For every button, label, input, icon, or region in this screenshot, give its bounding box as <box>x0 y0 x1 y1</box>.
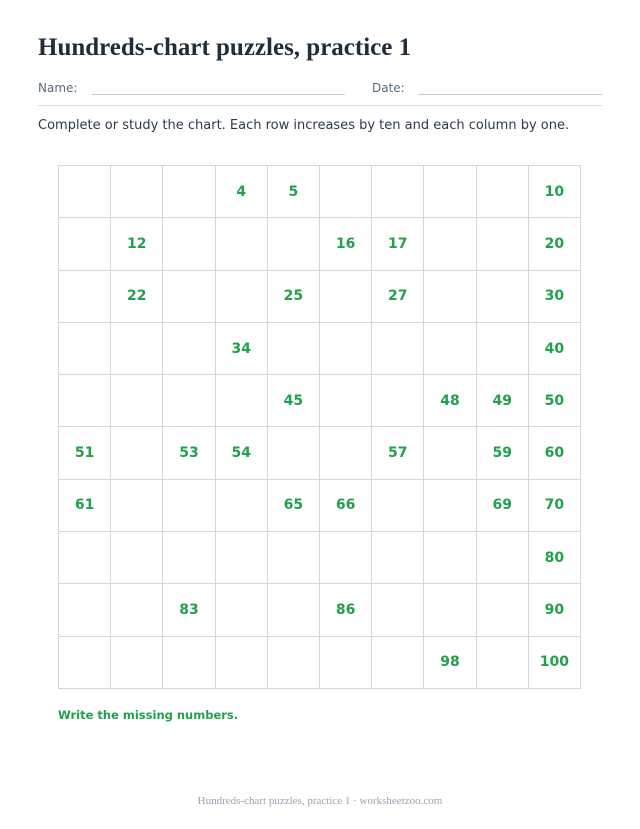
chart-cell-blank[interactable] <box>111 427 163 479</box>
chart-cell-blank[interactable] <box>163 480 215 532</box>
chart-cell-blank[interactable] <box>424 271 476 323</box>
chart-cell-blank[interactable] <box>216 480 268 532</box>
chart-cell-blank[interactable] <box>424 532 476 584</box>
chart-cell-given: 48 <box>424 375 476 427</box>
chart-cell-blank[interactable] <box>59 584 111 636</box>
chart-cell-blank[interactable] <box>111 584 163 636</box>
chart-cell-given: 100 <box>529 637 581 689</box>
chart-cell-blank[interactable] <box>59 166 111 218</box>
name-label: Name: <box>38 81 78 95</box>
chart-cell-blank[interactable] <box>424 427 476 479</box>
chart-cell-given: 10 <box>529 166 581 218</box>
chart-cell-given: 90 <box>529 584 581 636</box>
chart-cell-given: 25 <box>268 271 320 323</box>
chart-cell-given: 86 <box>320 584 372 636</box>
chart-cell-blank[interactable] <box>59 271 111 323</box>
chart-cell-given: 4 <box>216 166 268 218</box>
chart-cell-given: 49 <box>477 375 529 427</box>
instructions: Complete or study the chart. Each row increases by ten and each column by one. <box>38 118 570 133</box>
chart-cell-given: 12 <box>111 218 163 270</box>
date-line[interactable] <box>418 94 602 95</box>
chart-cell-blank[interactable] <box>372 532 424 584</box>
chart-cell-blank[interactable] <box>320 375 372 427</box>
chart-cell-blank[interactable] <box>163 218 215 270</box>
chart-cell-blank[interactable] <box>111 480 163 532</box>
chart-cell-blank[interactable] <box>268 637 320 689</box>
missing-numbers-note: Write the missing numbers. <box>58 708 239 722</box>
chart-cell-given: 16 <box>320 218 372 270</box>
chart-cell-blank[interactable] <box>477 637 529 689</box>
chart-cell-blank[interactable] <box>320 532 372 584</box>
chart-cell-given: 98 <box>424 637 476 689</box>
chart-cell-blank[interactable] <box>268 584 320 636</box>
chart-cell-blank[interactable] <box>320 271 372 323</box>
chart-cell-blank[interactable] <box>163 637 215 689</box>
chart-cell-blank[interactable] <box>477 166 529 218</box>
chart-cell-blank[interactable] <box>424 480 476 532</box>
chart-cell-blank[interactable] <box>372 375 424 427</box>
chart-cell-blank[interactable] <box>424 584 476 636</box>
chart-cell-blank[interactable] <box>268 323 320 375</box>
chart-cell-blank[interactable] <box>320 166 372 218</box>
chart-cell-blank[interactable] <box>216 637 268 689</box>
chart-cell-given: 5 <box>268 166 320 218</box>
chart-cell-given: 45 <box>268 375 320 427</box>
chart-cell-blank[interactable] <box>216 584 268 636</box>
chart-cell-blank[interactable] <box>477 584 529 636</box>
chart-cell-blank[interactable] <box>477 323 529 375</box>
chart-cell-blank[interactable] <box>163 271 215 323</box>
chart-cell-blank[interactable] <box>477 218 529 270</box>
chart-cell-blank[interactable] <box>59 637 111 689</box>
chart-cell-blank[interactable] <box>111 637 163 689</box>
chart-cell-blank[interactable] <box>424 323 476 375</box>
chart-cell-given: 83 <box>163 584 215 636</box>
chart-cell-given: 61 <box>59 480 111 532</box>
chart-cell-blank[interactable] <box>163 375 215 427</box>
chart-cell-blank[interactable] <box>424 166 476 218</box>
chart-cell-given: 50 <box>529 375 581 427</box>
chart-cell-blank[interactable] <box>111 375 163 427</box>
chart-cell-blank[interactable] <box>216 271 268 323</box>
chart-cell-blank[interactable] <box>268 218 320 270</box>
chart-cell-blank[interactable] <box>163 166 215 218</box>
chart-cell-given: 40 <box>529 323 581 375</box>
chart-cell-given: 70 <box>529 480 581 532</box>
chart-cell-given: 54 <box>216 427 268 479</box>
chart-cell-blank[interactable] <box>163 323 215 375</box>
date-label: Date: <box>372 81 405 95</box>
chart-cell-blank[interactable] <box>320 323 372 375</box>
chart-cell-given: 80 <box>529 532 581 584</box>
chart-cell-blank[interactable] <box>477 532 529 584</box>
chart-cell-given: 51 <box>59 427 111 479</box>
chart-cell-blank[interactable] <box>268 532 320 584</box>
chart-cell-blank[interactable] <box>59 323 111 375</box>
hundreds-chart-grid <box>58 165 581 689</box>
name-line[interactable] <box>92 94 345 95</box>
chart-cell-given: 57 <box>372 427 424 479</box>
name-date-row <box>38 80 602 100</box>
chart-cell-blank[interactable] <box>216 532 268 584</box>
chart-cell-given: 65 <box>268 480 320 532</box>
chart-cell-blank[interactable] <box>59 532 111 584</box>
chart-cell-blank[interactable] <box>320 427 372 479</box>
chart-cell-given: 60 <box>529 427 581 479</box>
chart-cell-given: 22 <box>111 271 163 323</box>
chart-cell-given: 59 <box>477 427 529 479</box>
chart-cell-given: 53 <box>163 427 215 479</box>
chart-cell-blank[interactable] <box>216 218 268 270</box>
header-divider <box>38 105 602 106</box>
chart-cell-blank[interactable] <box>111 532 163 584</box>
chart-cell-blank[interactable] <box>372 584 424 636</box>
chart-cell-given: 17 <box>372 218 424 270</box>
chart-cell-blank[interactable] <box>372 323 424 375</box>
chart-cell-given: 30 <box>529 271 581 323</box>
chart-cell-given: 66 <box>320 480 372 532</box>
chart-cell-blank[interactable] <box>111 166 163 218</box>
chart-cell-blank[interactable] <box>216 375 268 427</box>
chart-cell-blank[interactable] <box>59 375 111 427</box>
chart-cell-blank[interactable] <box>372 166 424 218</box>
worksheet-title: Hundreds-chart puzzles, practice 1 <box>38 34 412 61</box>
chart-cell-given: 34 <box>216 323 268 375</box>
chart-cell-blank[interactable] <box>372 480 424 532</box>
chart-cell-given: 20 <box>529 218 581 270</box>
chart-cell-blank[interactable] <box>163 532 215 584</box>
page-footer: Hundreds-chart puzzles, practice 1 · worksheetzoo.com <box>197 795 443 807</box>
chart-cell-given: 69 <box>477 480 529 532</box>
chart-cell-blank[interactable] <box>320 637 372 689</box>
chart-cell-blank[interactable] <box>111 323 163 375</box>
chart-cell-blank[interactable] <box>59 218 111 270</box>
chart-cell-blank[interactable] <box>372 637 424 689</box>
chart-cell-blank[interactable] <box>268 427 320 479</box>
chart-cell-blank[interactable] <box>477 271 529 323</box>
chart-cell-blank[interactable] <box>424 218 476 270</box>
chart-cell-given: 27 <box>372 271 424 323</box>
